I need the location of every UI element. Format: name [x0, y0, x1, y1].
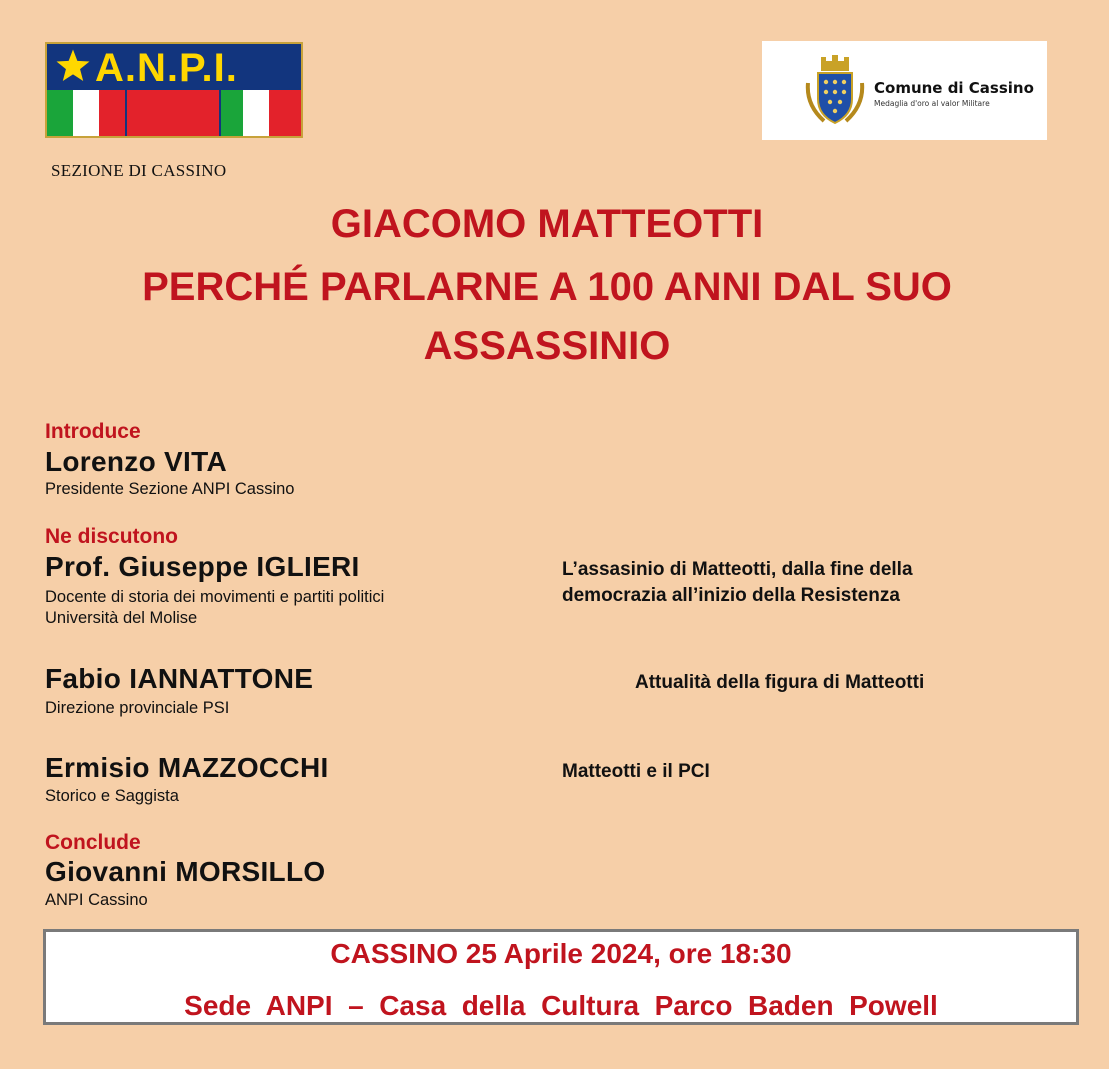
flag-stripe-red — [99, 90, 125, 136]
flag-stripe-white — [73, 90, 99, 136]
flag-stripe-red — [269, 90, 301, 136]
comune-name: Comune di Cassino — [874, 79, 1034, 97]
flag-stripe-green — [47, 90, 73, 136]
talk-topic-continued: democrazia all’inizio della Resistenza — [562, 585, 900, 606]
title-line-2: PERCHÉ PARLARNE A 100 ANNI DAL SUO — [142, 265, 952, 309]
speaker-name: Giovanni MORSILLO — [45, 856, 326, 887]
anpi-logo — [45, 42, 303, 138]
speaker-name: Fabio IANNATTONE — [45, 663, 314, 694]
star-icon — [55, 48, 91, 84]
talk-topic: L’assasinio di Matteotti, dalla fine della — [562, 559, 913, 580]
speaker-description: Docente di storia dei movimenti e partiti politici — [45, 588, 385, 606]
comune-logo — [762, 41, 1047, 140]
event-venue: Sede ANPI – Casa della Cultura Parco Baden Powell — [184, 990, 938, 1021]
talk-topic: Attualità della figura di Matteotti — [635, 672, 925, 693]
flag-red-band — [127, 90, 219, 136]
event-info-box — [43, 929, 1079, 1025]
flag-stripe-white — [243, 90, 269, 136]
comune-subtitle: Medaglia d'oro al valor Militare — [874, 99, 990, 108]
speaker-description: ANPI Cassino — [45, 891, 148, 909]
speaker-description: Storico e Saggista — [45, 787, 179, 805]
section-label: SEZIONE DI CASSINO — [51, 161, 227, 180]
coat-of-arms-icon — [804, 55, 866, 127]
title-line-3: ASSASSINIO — [423, 324, 671, 368]
speaker-description: Direzione provinciale PSI — [45, 699, 230, 717]
speaker-name: Ermisio MAZZOCCHI — [45, 752, 329, 783]
role-discussants: Ne discutono — [45, 525, 179, 548]
speaker-name: Lorenzo VITA — [45, 446, 227, 477]
event-date-time: CASSINO 25 Aprile 2024, ore 18:30 — [330, 938, 792, 969]
role-conclude: Conclude — [45, 831, 141, 854]
talk-topic: Matteotti e il PCI — [562, 761, 710, 782]
anpi-logo-text: A.N.P.I. — [95, 46, 238, 90]
speaker-affiliation: Università del Molise — [45, 609, 198, 627]
title-line-1: GIACOMO MATTEOTTI — [330, 202, 764, 246]
speaker-description: Presidente Sezione ANPI Cassino — [45, 480, 295, 498]
speaker-name: Prof. Giuseppe IGLIERI — [45, 551, 360, 582]
role-introduce: Introduce — [45, 420, 141, 443]
flag-stripe-green — [221, 90, 243, 136]
